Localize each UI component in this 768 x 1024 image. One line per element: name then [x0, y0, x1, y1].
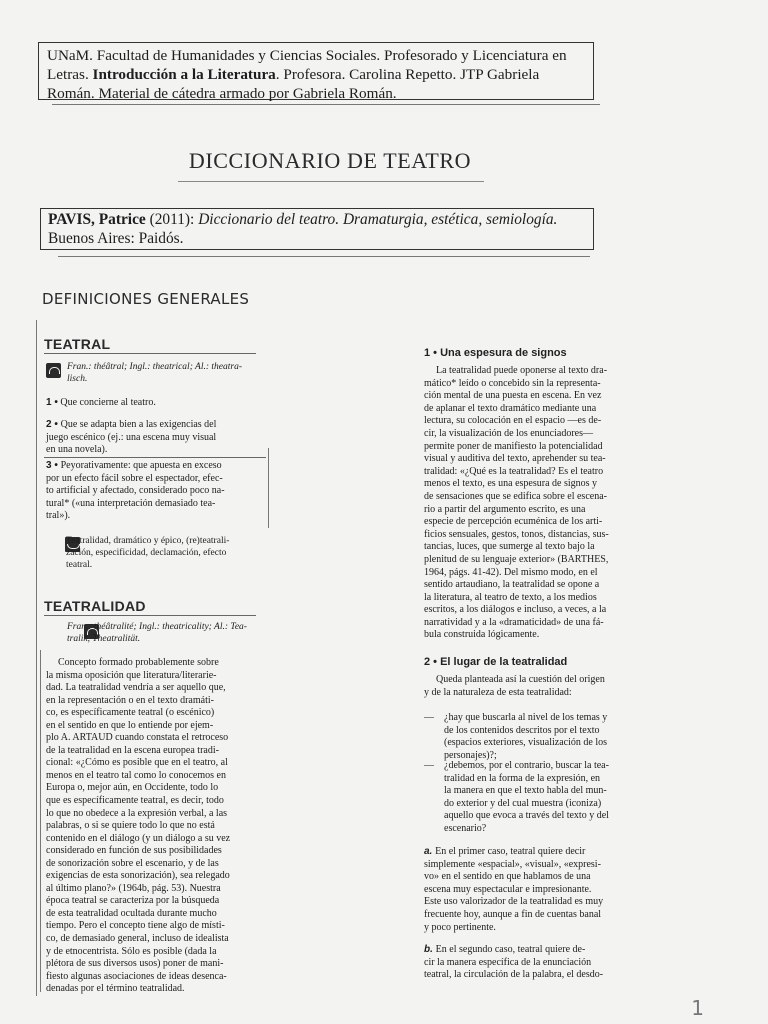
body-line: simplemente «espacial», «visual», «expresi- [424, 858, 601, 870]
teatral-etymology [67, 361, 257, 385]
page-number: 1 [691, 996, 704, 1020]
subsection-1-body [424, 365, 624, 642]
def-line: to artificial y afectado, considerado poco na- [46, 485, 225, 497]
body-line: contenido en el diálogo (y un diálogo a su vez [46, 832, 231, 844]
body-line: especie de percepción ecuménica de los arti- [424, 516, 603, 528]
body-line: La teatralidad puede oponerse al texto dra- [436, 365, 608, 376]
teatral-def-2 [46, 419, 246, 457]
course-header-box [38, 42, 594, 100]
body-line: tralidad: «¿Qué es la teatralidad? Es el teatro [424, 465, 604, 477]
teatral-def-3 [46, 460, 246, 523]
body-line: en la representación o en el texto dramáti- [46, 694, 214, 706]
body-line: ción mental de una puesta en escena. En vez [424, 390, 602, 402]
dash-item-2 [424, 760, 624, 836]
def-line: tral»). [46, 510, 71, 522]
body-line: escena muy espectacular e impresionante. [424, 883, 592, 895]
etymology-hand-icon [46, 363, 61, 378]
body-line: vo» en el sentido en que hablamos de una [424, 871, 591, 883]
document-title: DICCIONARIO DE TEATRO [188, 148, 472, 173]
subsection-2-intro [424, 674, 624, 699]
entry-rule [44, 615, 256, 616]
body-line: permite poner de manifiesto la potencialidad [424, 440, 603, 452]
dash-line: do exterior y del cual muestra (iconiza) [444, 797, 602, 809]
body-line: de esta teatralidad ocultada durante mucho [46, 907, 217, 919]
item-label: b. [424, 944, 436, 955]
subsection-title: El lugar de la teatralidad [440, 656, 568, 668]
body-line: visual y auditiva del texto, aprehender su tea- [424, 453, 606, 465]
body-line: denadas por el término teatralidad. [46, 983, 185, 995]
def-text: Que concierne al teatro. [60, 397, 156, 408]
subsection-1-heading [424, 347, 567, 359]
body-line: al último plano?» (1964b, pág. 53). Nuestra [46, 882, 221, 894]
body-line: Europa o, mejor aún, en Occidente, todo lo [46, 782, 219, 794]
item-b [424, 944, 624, 982]
body-line: sentido artaudiano, la teatralidad se opone a [424, 579, 600, 591]
dash-line: aquello que evoca a través del texto y del [444, 810, 609, 822]
body-line: co, es específicamente teatral (o escénico) [46, 707, 215, 719]
body-line: co, de demasiado general, incluso de idealista [46, 933, 229, 945]
section-heading: DEFINICIONES GENERALES [42, 290, 250, 308]
dash-line: la manera en que el texto habla del mun- [444, 785, 607, 797]
entry-rule [44, 353, 256, 354]
body-line: plétora de sus diversos usos) poner de mani- [46, 958, 224, 970]
left-column-right-border [268, 448, 269, 528]
body-line: considerado en función de sus posibilidades [46, 845, 222, 857]
body-line: y poco pertinente. [424, 921, 496, 933]
citation-underline [58, 256, 590, 257]
header-underline [52, 104, 600, 105]
body-line: 1964, págs. 41-42). Del mismo modo, en el [424, 566, 598, 578]
def-line: Que se adapta bien a las exigencias del [60, 419, 217, 430]
def-line: en una novela). [46, 444, 108, 456]
see-also-line: zación, especificidad, declamación, efecto [66, 548, 227, 558]
body-line: de aplanar el texto dramático mediante una [424, 402, 597, 414]
see-also-line: teatral. [66, 560, 93, 570]
def-line: por un efecto fácil sobre el espectador, efec- [46, 472, 223, 484]
body-line: en el sentido en que lo entiende por ejem- [46, 719, 214, 731]
def-number: 2 • [46, 419, 61, 430]
body-line: fiesto algunas asociaciones de ideas desenca- [46, 970, 227, 982]
def-number: 3 • [46, 460, 61, 471]
etym-line: Fran.: théâtral; Ingl.: theatrical; Al.: theatra- [67, 362, 243, 372]
teatral-see-also [46, 535, 252, 571]
see-also-line: Teatralidad, dramático y épico, (re)teatrali- [66, 536, 230, 546]
def-line: juego escénico (ej.: una escena muy visual [46, 431, 217, 443]
header-line-2-a: Letras. [47, 66, 93, 83]
def-number: 1 • [46, 397, 58, 408]
body-line: lo que no obedece a la expresión verbal, a las [46, 807, 228, 819]
body-line: plo A. ARTAUD cuando constata el retroceso [46, 732, 229, 744]
dash-marker: — [424, 712, 434, 723]
item-a [424, 846, 624, 934]
body-line: dad. La teatralidad vendría a ser aquello que, [46, 682, 226, 694]
subsection-title: Una espesura de signos [440, 347, 567, 359]
body-line: mático* leído o concebido sin la representa- [424, 377, 601, 389]
citation-author: PAVIS, Patrice [48, 211, 150, 228]
subsection-2-heading [424, 656, 567, 668]
left-column-border [36, 320, 37, 996]
def-rule [44, 457, 266, 458]
dash-line: ¿hay que buscarla al nivel de los temas y — [424, 712, 608, 723]
body-line: ficios sensuales, gestos, tonos, distancias, sus- [424, 528, 609, 540]
body-line: plenitud de su lenguaje exterior» (BARTHES, [424, 553, 609, 565]
body-line: de sensaciones que se edifica sobre el escena- [424, 490, 607, 502]
body-line: Este uso valorizador de la teatralidad es muy [424, 896, 604, 908]
body-line: y de la naturaleza de esta teatralidad: [424, 686, 572, 698]
etym-line: tralik, Theatralität. [67, 634, 141, 644]
citation-work-title: Diccionario del teatro. Dramaturgia, estética, semiología. [198, 211, 558, 228]
dash-marker: — [424, 760, 434, 771]
body-line: tiempo. Pero el concepto tiene algo de místi- [46, 920, 225, 932]
entry-title-teatralidad: TEATRALIDAD [44, 598, 146, 614]
body-line: de sonorización sobre el escenario, y de las [46, 857, 219, 869]
dash-line: ¿debemos, por el contrario, buscar la tea- — [424, 760, 609, 771]
body-line: palabras, o si se quiere todo lo que no está [46, 820, 215, 832]
dash-item-1 [424, 712, 624, 762]
header-line-2 [47, 65, 585, 84]
teatralidad-body [46, 657, 260, 996]
course-name: Introducción a la Literatura [92, 66, 276, 83]
citation-year: (2011): [149, 211, 199, 228]
citation-line-2: Buenos Aires: Paidós. [48, 230, 184, 247]
body-line: de la teatralidad en la escena europea tradi- [46, 744, 219, 756]
def-line: tural* («una interpretación demasiado tea- [46, 497, 216, 509]
dash-line: personajes)?; [444, 749, 497, 761]
body-line: teatral, la circulación de la palabra, el desdo- [424, 969, 604, 981]
def-line: Peyorativamente: que apuesta en exceso [60, 460, 222, 471]
body-line: época teatral se caracteriza por la búsqueda [46, 895, 220, 907]
header-line-1: UNaM. Facultad de Humanidades y Ciencias Sociales. Profesorado y Licenciatura en [47, 47, 567, 64]
dash-line: (espacios exteriores, visualización de los [444, 737, 607, 749]
body-line: cir la manera específica de la enunciación [424, 956, 592, 968]
etym-line: lisch. [67, 374, 88, 384]
body-line: menos en el teatro tal como lo conocemos en [46, 769, 226, 781]
body-line: menos el texto, es una espesura de signos y [424, 478, 598, 490]
dash-line: tralidad en la forma de la expresión, en [444, 772, 601, 784]
body-line: a. En el primer caso, teatral quiere decir [424, 846, 586, 857]
title-rule [178, 181, 484, 182]
dash-line: escenario? [444, 822, 487, 834]
body-line: la misma oposición que literatura/literarie- [46, 669, 217, 681]
subsection-number: 2 • [424, 656, 438, 668]
body-line: b. En el segundo caso, teatral quiere de- [424, 944, 586, 955]
body-line: bula construida lógicamente. [424, 629, 540, 641]
body-line: tancias, luces, que sumerge al texto bajo la [424, 541, 595, 553]
header-line-3: Román. Material de cátedra armado por Gabriela Román. [47, 85, 397, 102]
body-line: la literatura, al teatro de texto, a los medios [424, 591, 597, 603]
body-line: narratividad y a la «dramaticidad» de una fá- [424, 616, 604, 628]
citation-line-1 [48, 210, 587, 229]
body-line: cir, la visualización de los enunciadores— [424, 427, 593, 439]
header-line-2-b: . Profesora. Carolina Repetto. JTP Gabriela [275, 66, 540, 83]
item-label: a. [424, 846, 436, 857]
teatralidad-etymology [67, 621, 257, 645]
body-border [40, 650, 41, 992]
body-line: Concepto formado probablemente sobre [58, 657, 219, 668]
body-line: exigencias de esta sonorización), sea relegado [46, 870, 230, 882]
dash-line: de los contenidos descritos por el texto [444, 724, 600, 736]
body-line: cional: «¿Cómo es posible que en el teatro, al [46, 757, 228, 769]
body-line: frecuente hoy, aunque a fin de cuentas banal [424, 908, 602, 920]
body-line: que es específicamente teatral, es decir, todo [46, 795, 224, 807]
citation-box [40, 208, 594, 250]
subsection-number: 1 • [424, 347, 438, 359]
body-line: lectura, su colocación en el espacio —es de- [424, 415, 602, 427]
body-line: y de etnocentrista. Sólo es posible (dada la [46, 945, 217, 957]
body-line: rio a partir del argumento escrito, es una [424, 503, 586, 515]
teatral-def-1 [46, 397, 266, 410]
entry-title-teatral: TEATRAL [44, 336, 111, 352]
body-line: Queda planteada así la cuestión del origen [436, 674, 605, 685]
etym-line: Fran.: théâtralité; Ingl.: theatricality; Al.: Tea- [67, 622, 247, 632]
body-line: escritos, a los diálogos e incluso, a veces, a la [424, 604, 607, 616]
